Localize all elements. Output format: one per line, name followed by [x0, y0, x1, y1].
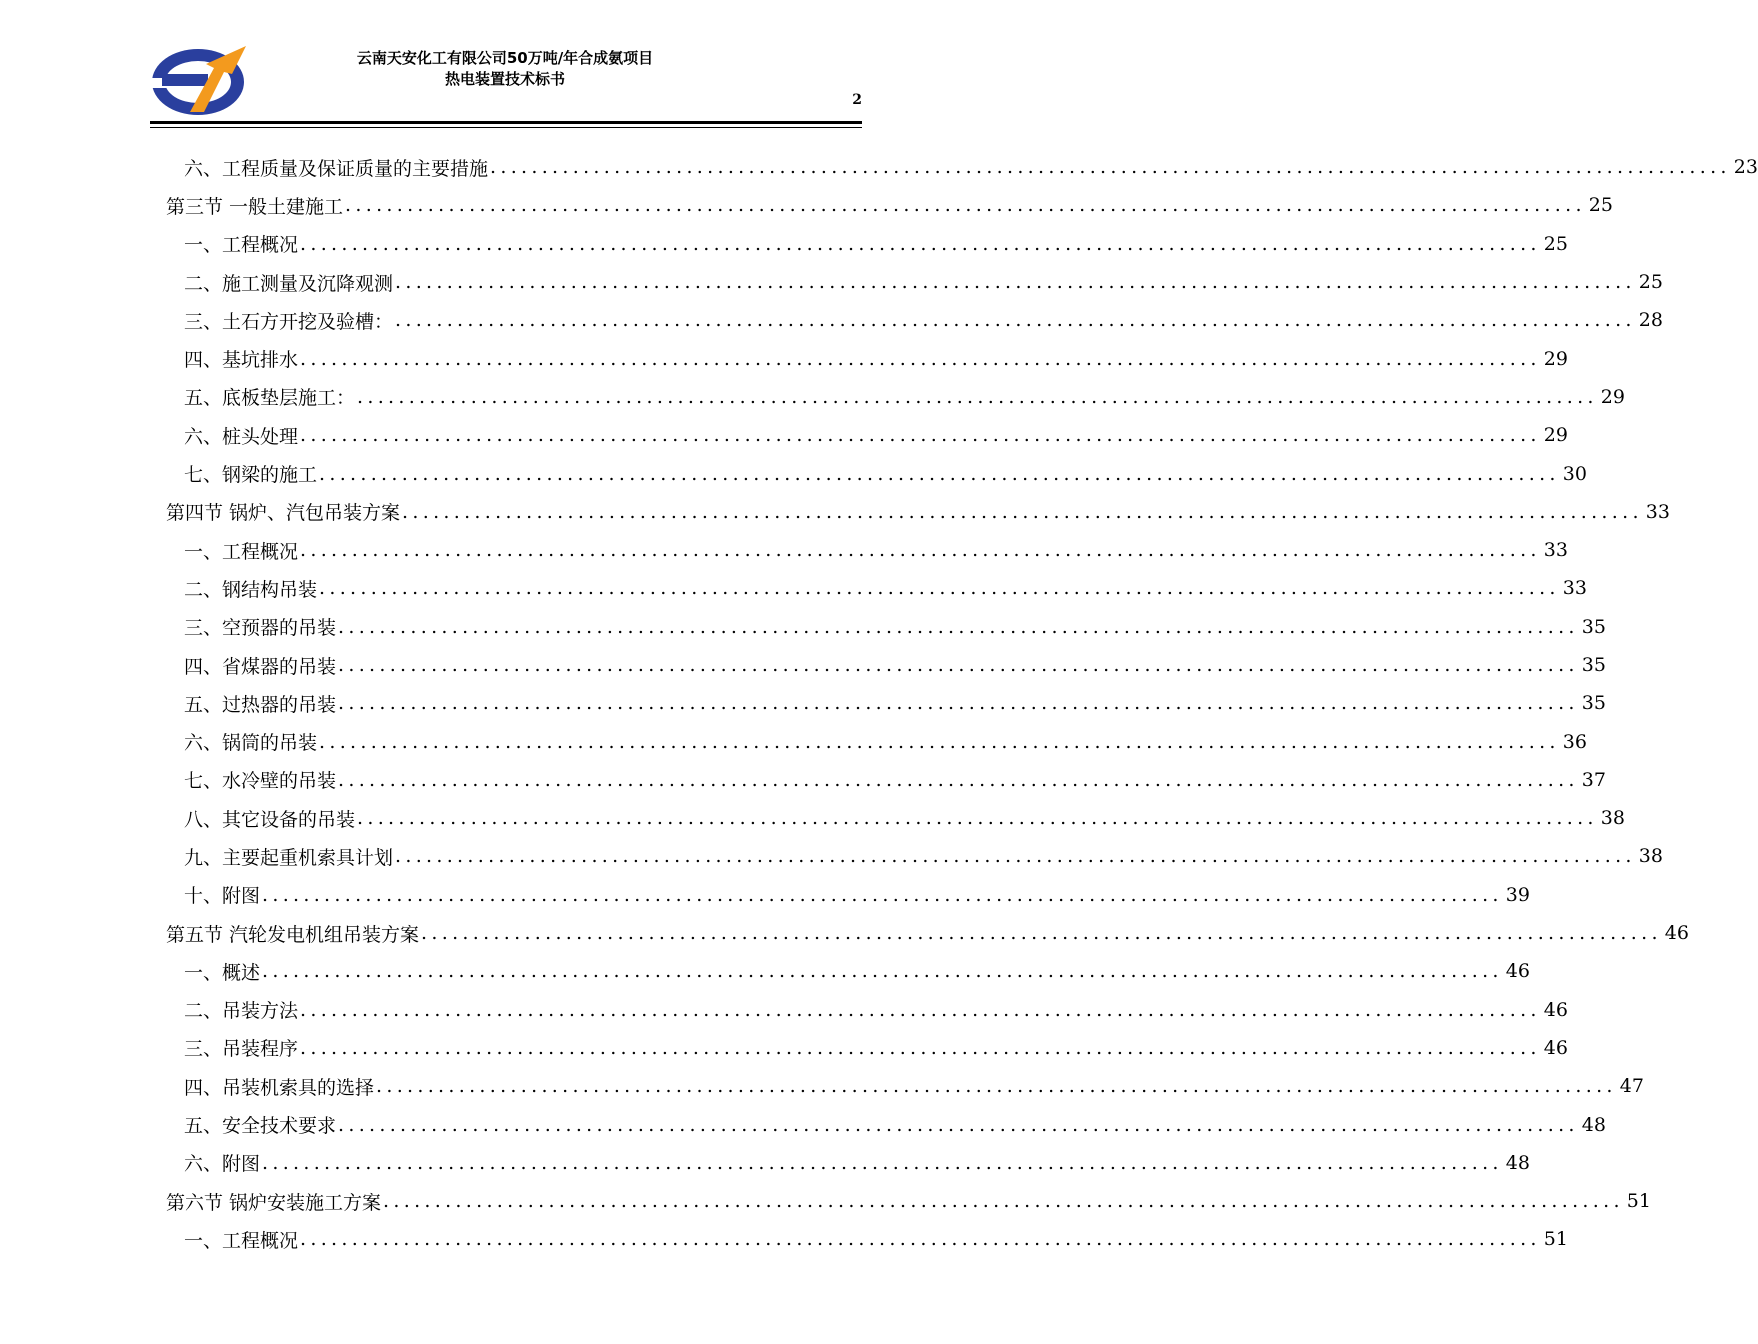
toc-subsection-entry[interactable]	[166, 225, 1568, 263]
toc-entry-title: 一、工程概况	[184, 1229, 299, 1252]
toc-leader-dots: ........................................................................................................................	[395, 309, 1636, 332]
toc-leader-dots: ........................................................................................................................	[490, 156, 1731, 179]
toc-leader-dots: ........................................................................................................................	[262, 960, 1503, 983]
toc-leader-dots: ........................................................................................................................	[338, 768, 1579, 791]
toc-entry-page: 33	[1645, 500, 1670, 523]
toc-entry-page: 48	[1505, 1151, 1530, 1174]
toc-entry-page: 35	[1581, 654, 1606, 676]
toc-leader-dots: ........................................................................................................................	[300, 998, 1541, 1021]
toc-subsection-entry[interactable]	[166, 263, 1663, 301]
toc-subsection-entry[interactable]	[166, 1220, 1568, 1258]
toc-entry-title: 七、水冷壁的吊装	[184, 770, 337, 793]
toc-subsection-entry[interactable]	[166, 684, 1606, 722]
toc-leader-dots: ........................................................................................................................	[300, 1036, 1541, 1059]
toc-subsection-entry[interactable]	[166, 454, 1587, 492]
toc-entry-page: 51	[1626, 1190, 1651, 1213]
toc-leader-dots: ........................................................................................................................	[300, 539, 1541, 562]
toc-subsection-entry[interactable]	[166, 608, 1606, 646]
toc-leader-dots: ........................................................................................................................	[395, 271, 1636, 294]
toc-subsection-entry[interactable]	[166, 1029, 1568, 1067]
toc-entry-page: 46	[1543, 998, 1568, 1021]
toc-entry-page: 46	[1664, 922, 1689, 945]
toc-subsection-entry[interactable]	[166, 952, 1530, 990]
toc-leader-dots: ........................................................................................................................	[338, 692, 1579, 715]
toc-leader-dots: ........................................................................................................................	[262, 1151, 1503, 1174]
toc-entry-title: 五、底板垫层施工：	[184, 387, 356, 410]
toc-entry-title: 三、吊装程序	[184, 1038, 299, 1061]
toc-entry-page: 28	[1638, 309, 1663, 332]
toc-leader-dots: ........................................................................................................................	[300, 232, 1541, 255]
toc-entry-title: 四、基坑排水	[184, 349, 299, 372]
toc-section-entry[interactable]	[166, 914, 1689, 952]
toc-entry-page: 23	[1733, 156, 1758, 179]
toc-entry-title: 第六节 锅炉安装施工方案	[166, 1191, 382, 1214]
toc-entry-title: 六、锅筒的吊装	[184, 732, 318, 755]
toc-subsection-entry[interactable]	[166, 1105, 1606, 1143]
header-rule-thin	[150, 127, 862, 128]
toc-entry-title: 四、吊装机索具的选择	[184, 1076, 375, 1099]
header-rule-thick	[150, 121, 862, 124]
toc-entry-title: 六、工程质量及保证质量的主要措施	[184, 157, 489, 180]
document-title: 热电装置技术标书	[444, 70, 565, 88]
toc-entry-page: 37	[1581, 768, 1606, 791]
toc-entry-title: 九、主要起重机索具计划	[184, 846, 394, 869]
toc-leader-dots: ........................................................................................................................	[300, 424, 1541, 447]
toc-entry-title: 六、附图	[184, 1153, 261, 1176]
toc-leader-dots: ........................................................................................................................	[319, 730, 1560, 753]
toc-leader-dots: ........................................................................................................................	[300, 1228, 1541, 1251]
toc-entry-title: 六、桩头处理	[184, 425, 299, 448]
toc-leader-dots: ........................................................................................................................	[376, 1075, 1617, 1098]
toc-entry-title: 二、施工测量及沉降观测	[184, 272, 394, 295]
toc-subsection-entry[interactable]	[166, 1144, 1530, 1182]
page-number: 2	[852, 92, 862, 108]
toc-subsection-entry[interactable]	[166, 876, 1530, 914]
toc-entry-title: 八、其它设备的吊装	[184, 808, 356, 831]
toc-entry-page: 46	[1505, 960, 1530, 983]
toc-entry-title: 四、省煤器的吊装	[184, 655, 337, 678]
toc-entry-title: 第三节 一般土建施工	[166, 195, 344, 218]
toc-leader-dots: ........................................................................................................................	[345, 194, 1586, 217]
toc-entry-title: 七、钢梁的施工	[184, 464, 318, 487]
toc-subsection-entry[interactable]	[166, 837, 1663, 875]
toc-leader-dots: ........................................................................................................................	[357, 807, 1598, 830]
toc-subsection-entry[interactable]	[166, 646, 1606, 684]
toc-subsection-entry[interactable]	[166, 416, 1568, 454]
toc-entry-title: 五、过热器的吊装	[184, 693, 337, 716]
toc-subsection-entry[interactable]	[166, 722, 1587, 760]
toc-leader-dots: ........................................................................................................................	[383, 1190, 1624, 1213]
toc-section-entry[interactable]	[166, 186, 1613, 224]
toc-entry-page: 36	[1562, 730, 1587, 753]
table-of-contents	[166, 148, 1758, 1259]
toc-entry-title: 第五节 汽轮发电机组吊装方案	[166, 923, 420, 946]
toc-leader-dots: ........................................................................................................................	[300, 347, 1541, 370]
toc-entry-title: 三、土石方开挖及验槽：	[184, 310, 394, 333]
toc-entry-page: 39	[1505, 883, 1530, 906]
toc-entry-page: 51	[1543, 1228, 1568, 1251]
toc-leader-dots: ........................................................................................................................	[402, 500, 1643, 523]
toc-entry-title: 一、概述	[184, 961, 261, 984]
toc-leader-dots: ........................................................................................................................	[338, 615, 1579, 638]
toc-leader-dots: ........................................................................................................................	[319, 577, 1560, 600]
toc-leader-dots: ........................................................................................................................	[338, 1113, 1579, 1136]
toc-leader-dots: ........................................................................................................................	[357, 385, 1598, 408]
toc-entry-title: 三、空预器的吊装	[184, 617, 337, 640]
toc-entry-title: 十、附图	[184, 885, 261, 908]
toc-subsection-entry[interactable]	[166, 569, 1587, 607]
toc-entry-title: 二、吊装方法	[184, 1000, 299, 1023]
toc-subsection-entry[interactable]	[166, 378, 1625, 416]
toc-entry-title: 第四节 锅炉、汽包吊装方案	[166, 502, 401, 525]
toc-subsection-entry[interactable]	[166, 531, 1568, 569]
toc-entry-title: 五、安全技术要求	[184, 1115, 337, 1138]
toc-entry-page: 25	[1638, 271, 1663, 294]
toc-leader-dots: ........................................................................................................................	[421, 922, 1662, 945]
toc-subsection-entry[interactable]	[166, 1067, 1644, 1105]
toc-entry-page: 35	[1581, 615, 1606, 638]
company-project-title: 云南天安化工有限公司50万吨/年合成氨项目	[356, 49, 654, 67]
toc-subsection-entry[interactable]	[166, 148, 1758, 186]
toc-subsection-entry[interactable]	[166, 301, 1663, 339]
toc-section-entry[interactable]	[166, 493, 1670, 531]
toc-entry-page: 29	[1600, 385, 1625, 408]
toc-entry-page: 35	[1581, 692, 1606, 715]
toc-entry-page: 48	[1581, 1113, 1606, 1136]
toc-entry-page: 29	[1543, 424, 1568, 447]
toc-leader-dots: ........................................................................................................................	[338, 654, 1579, 676]
toc-entry-page: 25	[1588, 194, 1613, 217]
toc-entry-page: 46	[1543, 1036, 1568, 1059]
toc-leader-dots: ........................................................................................................................	[262, 883, 1503, 906]
toc-leader-dots: ........................................................................................................................	[395, 845, 1636, 868]
toc-entry-page: 33	[1543, 539, 1568, 562]
toc-entry-page: 47	[1619, 1075, 1644, 1098]
toc-entry-page: 33	[1562, 577, 1587, 600]
company-logo-icon	[148, 40, 252, 120]
document-header	[260, 48, 750, 90]
toc-entry-title: 一、工程概况	[184, 234, 299, 257]
toc-subsection-entry[interactable]	[166, 799, 1625, 837]
toc-entry-title: 二、钢结构吊装	[184, 578, 318, 601]
toc-leader-dots: ........................................................................................................................	[319, 462, 1560, 485]
toc-entry-page: 29	[1543, 347, 1568, 370]
toc-subsection-entry[interactable]	[166, 991, 1568, 1029]
toc-section-entry[interactable]	[166, 1182, 1651, 1220]
toc-subsection-entry[interactable]	[166, 761, 1606, 799]
toc-entry-page: 25	[1543, 232, 1568, 255]
toc-entry-page: 38	[1600, 807, 1625, 830]
toc-entry-page: 38	[1638, 845, 1663, 868]
toc-entry-title: 一、工程概况	[184, 540, 299, 563]
toc-subsection-entry[interactable]	[166, 339, 1568, 377]
toc-entry-page: 30	[1562, 462, 1587, 485]
